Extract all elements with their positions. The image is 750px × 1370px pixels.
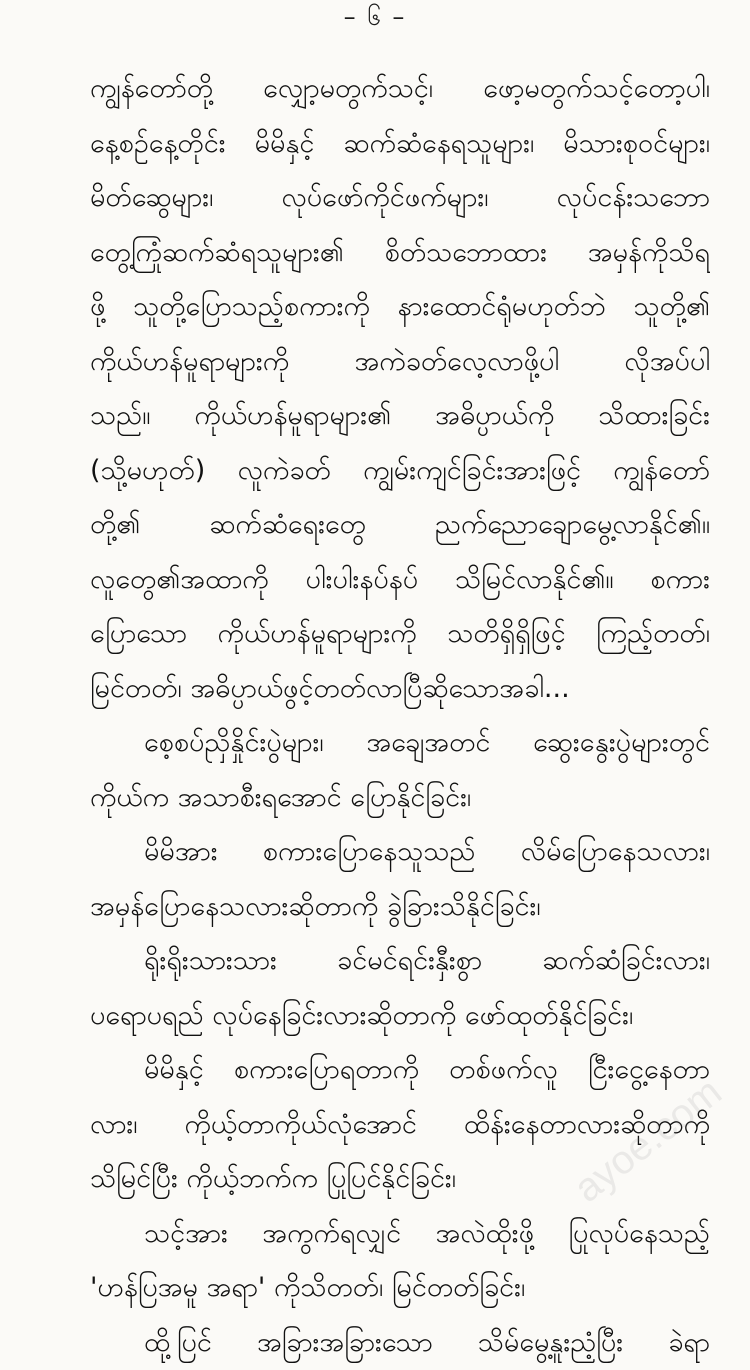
text-line: သင့်အား အကွက်ရလျှင် အလဲထိုးဖို့ ပြုလုပ်နေသည့်: [90, 1207, 710, 1262]
text-line: အမှန်ပြောနေသလားဆိုတာကို ခွဲခြားသိနိုင်ခြင်း၊: [90, 880, 710, 935]
text-line: 'ဟန်ပြအမူ အရာ' ကိုသိတတ်၊ မြင်တတ်ခြင်း၊: [90, 1261, 710, 1316]
text-line: ဖို့ သူတို့ပြောသည့်စကားကို နားထောင်ရုံမဟုတ်ဘဲ သူတို့၏: [90, 280, 710, 335]
text-line: လား၊ ကိုယ့်တာကိုယ်လုံအောင် ထိန်းနေတာလားဆိုတာကို: [90, 1098, 710, 1153]
text-line: ကျွန်တော်တို့ လျှော့မတွက်သင့်၊ ဖော့မတွက်သင့်တော့ပါ၊: [90, 62, 710, 117]
text-line: တို့၏ ဆက်ဆံရေးတွေ ညက်ညောချောမွေ့လာနိုင်၏။: [90, 498, 710, 553]
text-line: စေ့စပ်ညှိနှိုင်းပွဲများ၊ အချေအတင် ဆွေးနွေးပွဲများတွင်: [90, 716, 710, 771]
text-line: ပရောပရည် လုပ်နေခြင်းလားဆိုတာကို ဖော်ထုတ်နိုင်ခြင်း၊: [90, 989, 710, 1044]
text-line: ကိုယ်ဟန်မူရာများကို အကဲခတ်လေ့လာဖို့ပါ လိုအပ်ပါ: [90, 335, 710, 390]
text-line: မိမိအား စကားပြောနေသူသည် လိမ်ပြောနေသလား၊: [90, 825, 710, 880]
text-line: ပြောသော ကိုယ်ဟန်မူရာများကို သတိရှိရှိဖြင့် ကြည့်တတ်၊: [90, 607, 710, 662]
text-line: မိတ်ဆွေများ၊ လုပ်ဖော်ကိုင်ဖက်များ၊ လုပ်ငန်းသဘော: [90, 171, 710, 226]
text-line: လူတွေ၏အထာကို ပါးပါးနပ်နပ် သိမြင်လာနိုင်၏။ စကား: [90, 553, 710, 608]
watermark: ayoe.com: [566, 1070, 730, 1212]
text-line: မိမိနှင့် စကားပြောရတာကို တစ်ဖက်လူ ငြီးငွေ့နေတာ: [90, 1043, 710, 1098]
text-line: သည်။ ကိုယ်ဟန်မူရာများ၏ အဓိပ္ပာယ်ကို သိထားခြင်း: [90, 389, 710, 444]
text-line: (သို့မဟုတ်) လူကဲခတ် ကျွမ်းကျင်ခြင်းအားဖြင့် ကျွန်တော်: [90, 444, 710, 499]
text-line: တွေ့ကြုံဆက်ဆံရသူများ၏ စိတ်သဘောထား အမှန်ကိုသိရ: [90, 226, 710, 281]
page-number: – ၆ –: [0, 2, 750, 32]
text-line: မြင်တတ်၊ အဓိပ္ပာယ်ဖွင့်တတ်လာပြီဆိုသောအခါ...: [90, 662, 710, 717]
text-line: သိမြင်ပြီး ကိုယ့်ဘက်က ပြုပြင်နိုင်ခြင်း၊: [90, 1152, 710, 1207]
text-line: ထို့ပြင် အခြားအခြားသော သိမ်မွေ့နူးညံ့ပြီး ခဲရာ: [90, 1316, 710, 1370]
text-line: နေ့စဉ်နေ့တိုင်း မိမိနှင့် ဆက်ဆံနေရသူများ၊ မိသားစုဝင်များ၊: [90, 117, 710, 172]
text-line: ရိုးရိုးသားသား ခင်မင်ရင်းနှီးစွာ ဆက်ဆံခြင်းလား၊: [90, 934, 710, 989]
text-line: ကိုယ်က အသာစီးရအောင် ပြောနိုင်ခြင်း၊: [90, 771, 710, 826]
